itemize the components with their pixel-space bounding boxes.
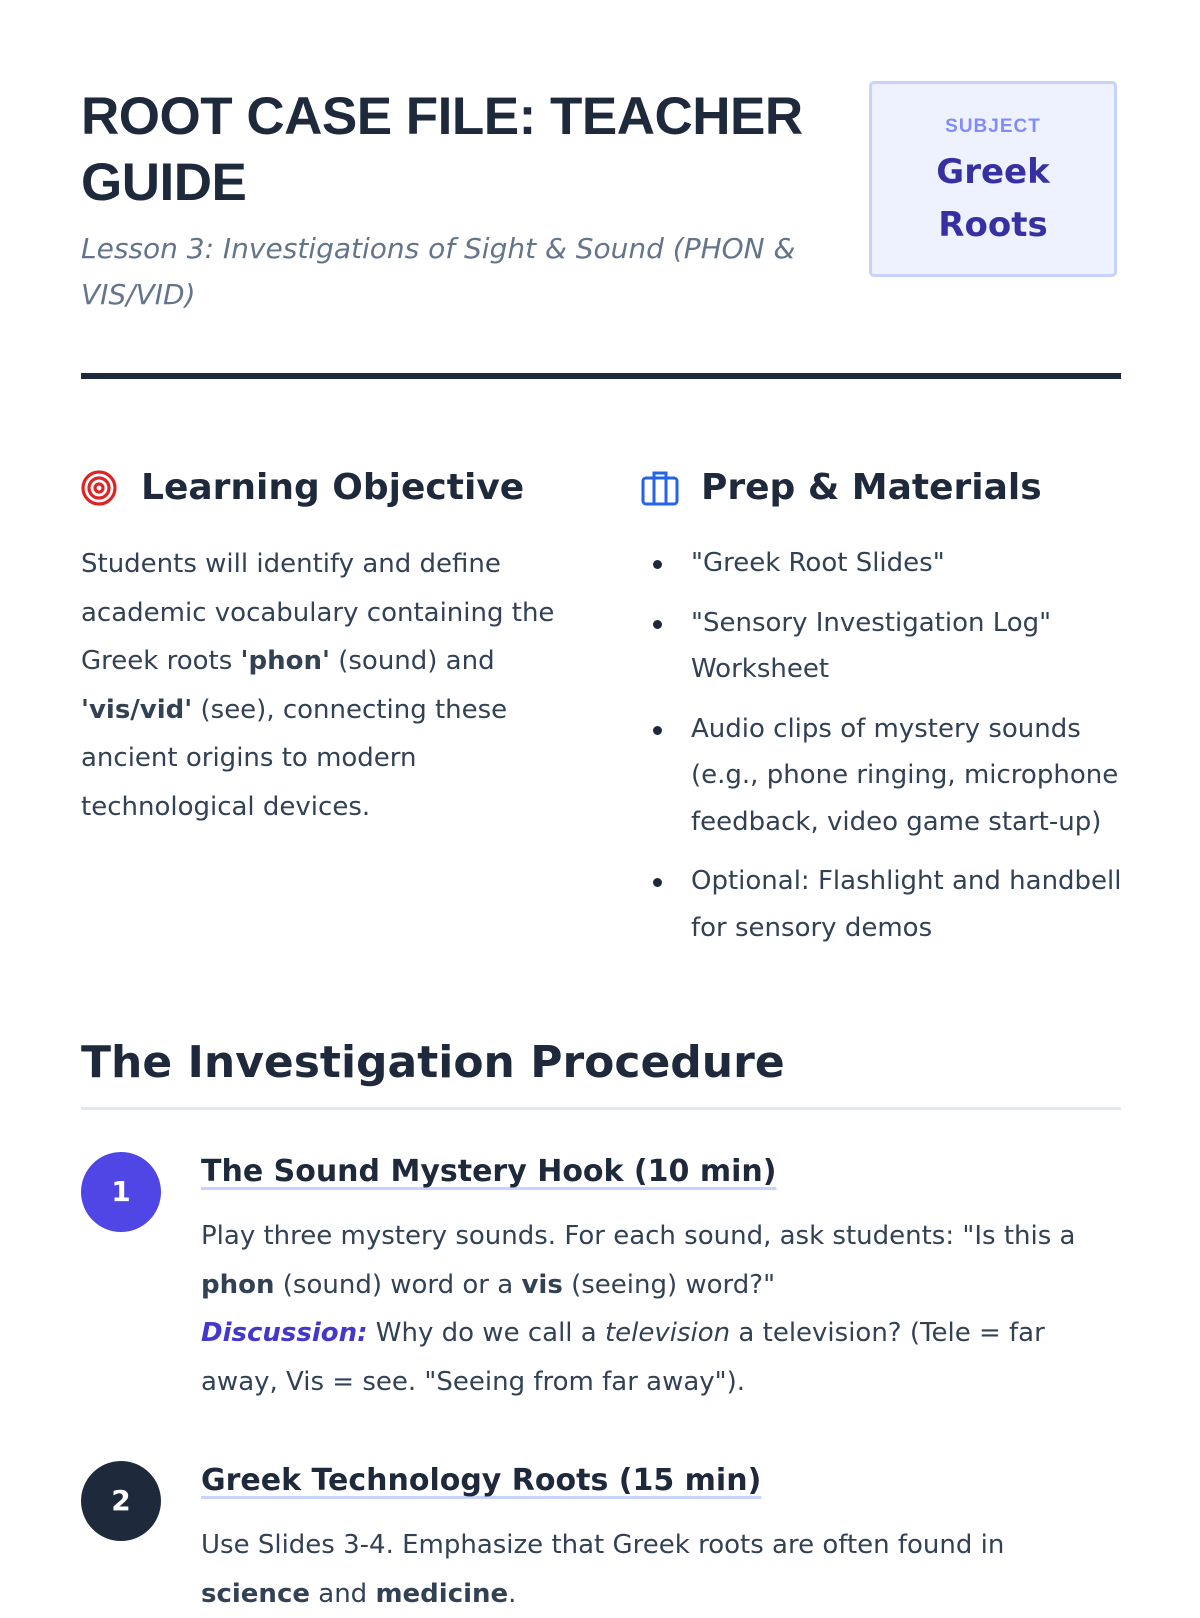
materials-heading: Prep & Materials bbox=[701, 467, 1042, 508]
step-body-bold: science bbox=[201, 1578, 310, 1609]
materials-heading-row bbox=[641, 463, 1121, 513]
root-vis-vid: 'vis/vid' bbox=[81, 694, 193, 725]
header-divider bbox=[81, 373, 1121, 379]
target-icon bbox=[81, 468, 121, 508]
procedure-divider bbox=[81, 1107, 1121, 1110]
list-item-text: "Sensory Investigation Log" Worksheet bbox=[691, 607, 1052, 684]
bullet-icon bbox=[653, 878, 662, 887]
step-body-bold: vis bbox=[521, 1269, 563, 1300]
header bbox=[81, 0, 1121, 381]
list-item bbox=[641, 858, 1131, 951]
materials-list bbox=[641, 540, 1131, 964]
subject-value: Greek Roots bbox=[936, 152, 1050, 245]
step-body bbox=[201, 1521, 1111, 1618]
briefcase-icon bbox=[641, 468, 681, 508]
step-title: The Sound Mystery Hook (10 min) bbox=[201, 1154, 777, 1189]
step-title: Greek Technology Roots (15 min) bbox=[201, 1463, 762, 1498]
step-number-badge: 1 bbox=[81, 1152, 161, 1232]
objective-heading-row bbox=[81, 463, 601, 513]
procedure-step-2 bbox=[81, 1461, 1121, 1609]
step-body-part: Play three mystery sounds. For each sound, ask students: "Is this a bbox=[201, 1221, 1076, 1251]
step-body-part: (seeing) word?" bbox=[562, 1269, 776, 1300]
bullet-icon bbox=[653, 620, 662, 629]
root-phon: 'phon' bbox=[240, 646, 330, 676]
step-body-part: . bbox=[508, 1578, 517, 1609]
list-item bbox=[641, 600, 1131, 693]
lesson-subtitle: Lesson 3: Investigations of Sight & Sound (PHON & VIS/VID) bbox=[81, 232, 796, 311]
objective-heading: Learning Objective bbox=[141, 467, 525, 508]
bullet-icon bbox=[653, 560, 662, 569]
procedure-heading: The Investigation Procedure bbox=[81, 1037, 785, 1088]
page-title: ROOT CASE FILE: TEACHER GUIDE bbox=[81, 87, 803, 212]
procedure-step-1 bbox=[81, 1152, 1121, 1412]
subject-label: SUBJECT bbox=[945, 116, 1041, 137]
objective-text-part: (see), connecting these ancient origins to modern technological devices. bbox=[81, 694, 508, 822]
objective-text-part: Students will identify and define academic vocabulary containing the Greek roots bbox=[81, 549, 555, 676]
step-body-bold: phon bbox=[201, 1269, 275, 1300]
discussion-text: Why do we call a bbox=[367, 1318, 605, 1348]
teacher-guide-page bbox=[81, 0, 1122, 1609]
step-number-badge: 2 bbox=[81, 1461, 161, 1541]
discussion-label: Discussion: bbox=[201, 1318, 368, 1348]
step-body bbox=[201, 1212, 1111, 1406]
discussion-italic: television bbox=[604, 1318, 731, 1348]
objective-text bbox=[81, 540, 561, 831]
step-body-part: and bbox=[310, 1578, 376, 1609]
step-body-part: Use Slides 3-4. Emphasize that Greek roots are often found in bbox=[201, 1530, 1005, 1560]
bullet-icon bbox=[653, 726, 662, 735]
list-item-text: "Greek Root Slides" bbox=[691, 548, 945, 578]
list-item-text: Audio clips of mystery sounds (e.g., phone ringing, microphone feedback, video game start-up) bbox=[691, 713, 1119, 837]
discussion-text: a television? (Tele = far away, Vis = see. "Seeing from far away"). bbox=[201, 1318, 1045, 1397]
list-item bbox=[641, 540, 1131, 587]
step-body-bold: medicine bbox=[375, 1578, 509, 1609]
subject-box bbox=[869, 81, 1117, 277]
objective-text-part: (sound) and bbox=[329, 646, 495, 676]
step-body-part: (sound) word or a bbox=[274, 1269, 522, 1300]
list-item bbox=[641, 706, 1131, 846]
list-item-text: Optional: Flashlight and handbell for sensory demos bbox=[691, 866, 1122, 943]
